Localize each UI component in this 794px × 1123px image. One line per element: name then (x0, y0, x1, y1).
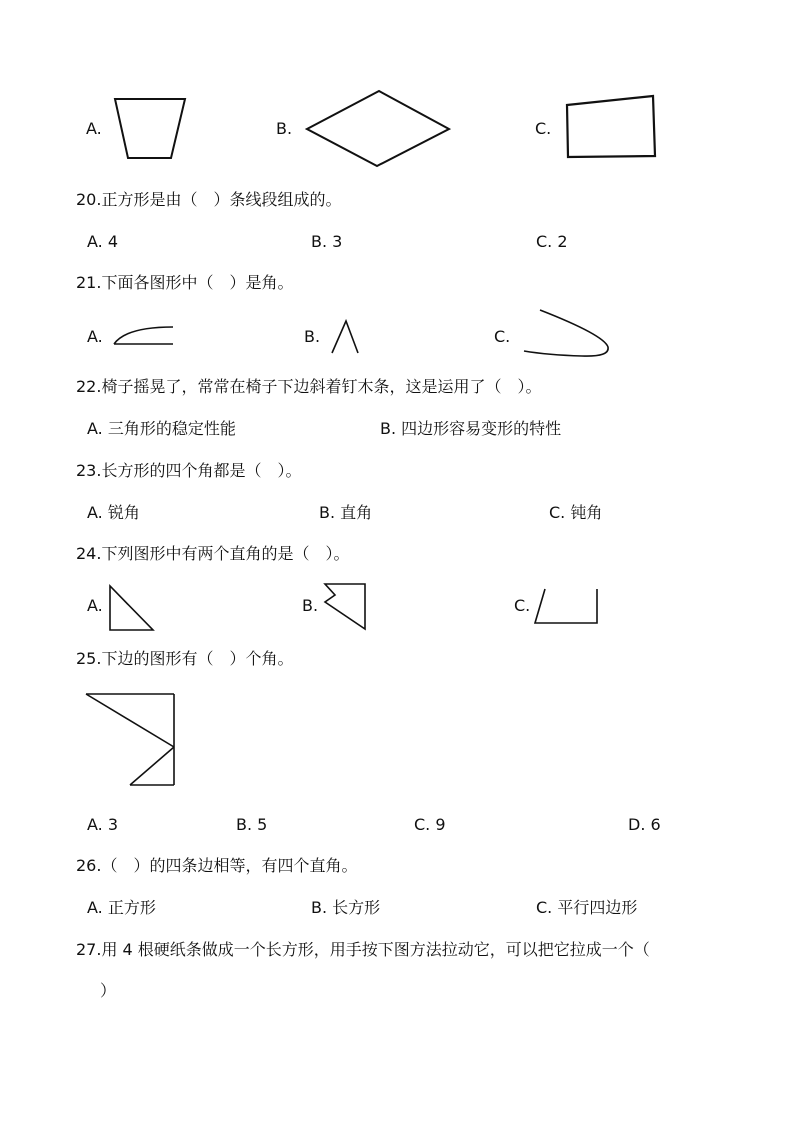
curved-open-angle-icon (520, 307, 612, 359)
q20-option-c[interactable]: C. 2 (536, 232, 568, 251)
rhombus-icon (305, 89, 451, 169)
q26-option-b[interactable]: B. 长方形 (311, 898, 381, 917)
q24-question-text: 24.下列图形中有两个直角的是（ ）。 (76, 544, 350, 563)
irregular-quadrilateral-icon (564, 93, 658, 161)
angle-count-figure (84, 692, 178, 788)
right-triangle-icon (108, 584, 156, 632)
angle-icon (329, 318, 361, 356)
q25-option-b[interactable]: B. 5 (236, 815, 268, 834)
q20-option-b[interactable]: B. 3 (311, 232, 343, 251)
q21-option-a-label[interactable]: A. (87, 327, 103, 346)
q23-question-text: 23.长方形的四个角都是（ ）。 (76, 461, 302, 480)
q20-option-a[interactable]: A. 4 (87, 232, 119, 251)
q22-question-text: 22.椅子摇晃了，常常在椅子下边斜着钉木条，这是运用了（ ）。 (76, 377, 542, 396)
q21-question-text: 21.下面各图形中（ ）是角。 (76, 273, 294, 292)
trapezoid-icon (113, 97, 189, 161)
curved-angle-icon (111, 324, 175, 348)
q23-option-b[interactable]: B. 直角 (319, 503, 373, 522)
q21-option-c-label[interactable]: C. (494, 327, 511, 346)
q27-question-text: 27.用 4 根硬纸条做成一个长方形，用手按下图方法拉动它，可以把它拉成一个（ (76, 940, 650, 959)
q25-option-c[interactable]: C. 9 (414, 815, 446, 834)
q20-question-text: 20.正方形是由（ ）条线段组成的。 (76, 190, 342, 209)
q25-option-d[interactable]: D. 6 (628, 815, 661, 834)
pentagon-icon (322, 582, 370, 632)
q21-option-b-label[interactable]: B. (304, 327, 321, 346)
q26-option-c[interactable]: C. 平行四边形 (536, 898, 638, 917)
q25-question-text: 25.下边的图形有（ ）个角。 (76, 649, 294, 668)
q22-option-b[interactable]: B. 四边形容易变形的特性 (380, 419, 562, 438)
q23-option-c[interactable]: C. 钝角 (549, 503, 603, 522)
q24-option-b-label[interactable]: B. (302, 596, 319, 615)
q26-question-text: 26.（ ）的四条边相等，有四个直角。 (76, 856, 358, 875)
q24-option-a-label[interactable]: A. (87, 596, 103, 615)
q23-option-a[interactable]: A. 锐角 (87, 503, 140, 522)
q22-option-a[interactable]: A. 三角形的稳定性能 (87, 419, 236, 438)
q19-option-a-label[interactable]: A. (86, 119, 102, 138)
open-trapezoid-icon (532, 586, 602, 626)
q19-option-b-label[interactable]: B. (276, 119, 293, 138)
q19-option-c-label[interactable]: C. (535, 119, 552, 138)
q26-option-a[interactable]: A. 正方形 (87, 898, 156, 917)
q25-option-a[interactable]: A. 3 (87, 815, 119, 834)
q24-option-c-label[interactable]: C. (514, 596, 531, 615)
q27-question-text-continued: ） (100, 981, 117, 1000)
